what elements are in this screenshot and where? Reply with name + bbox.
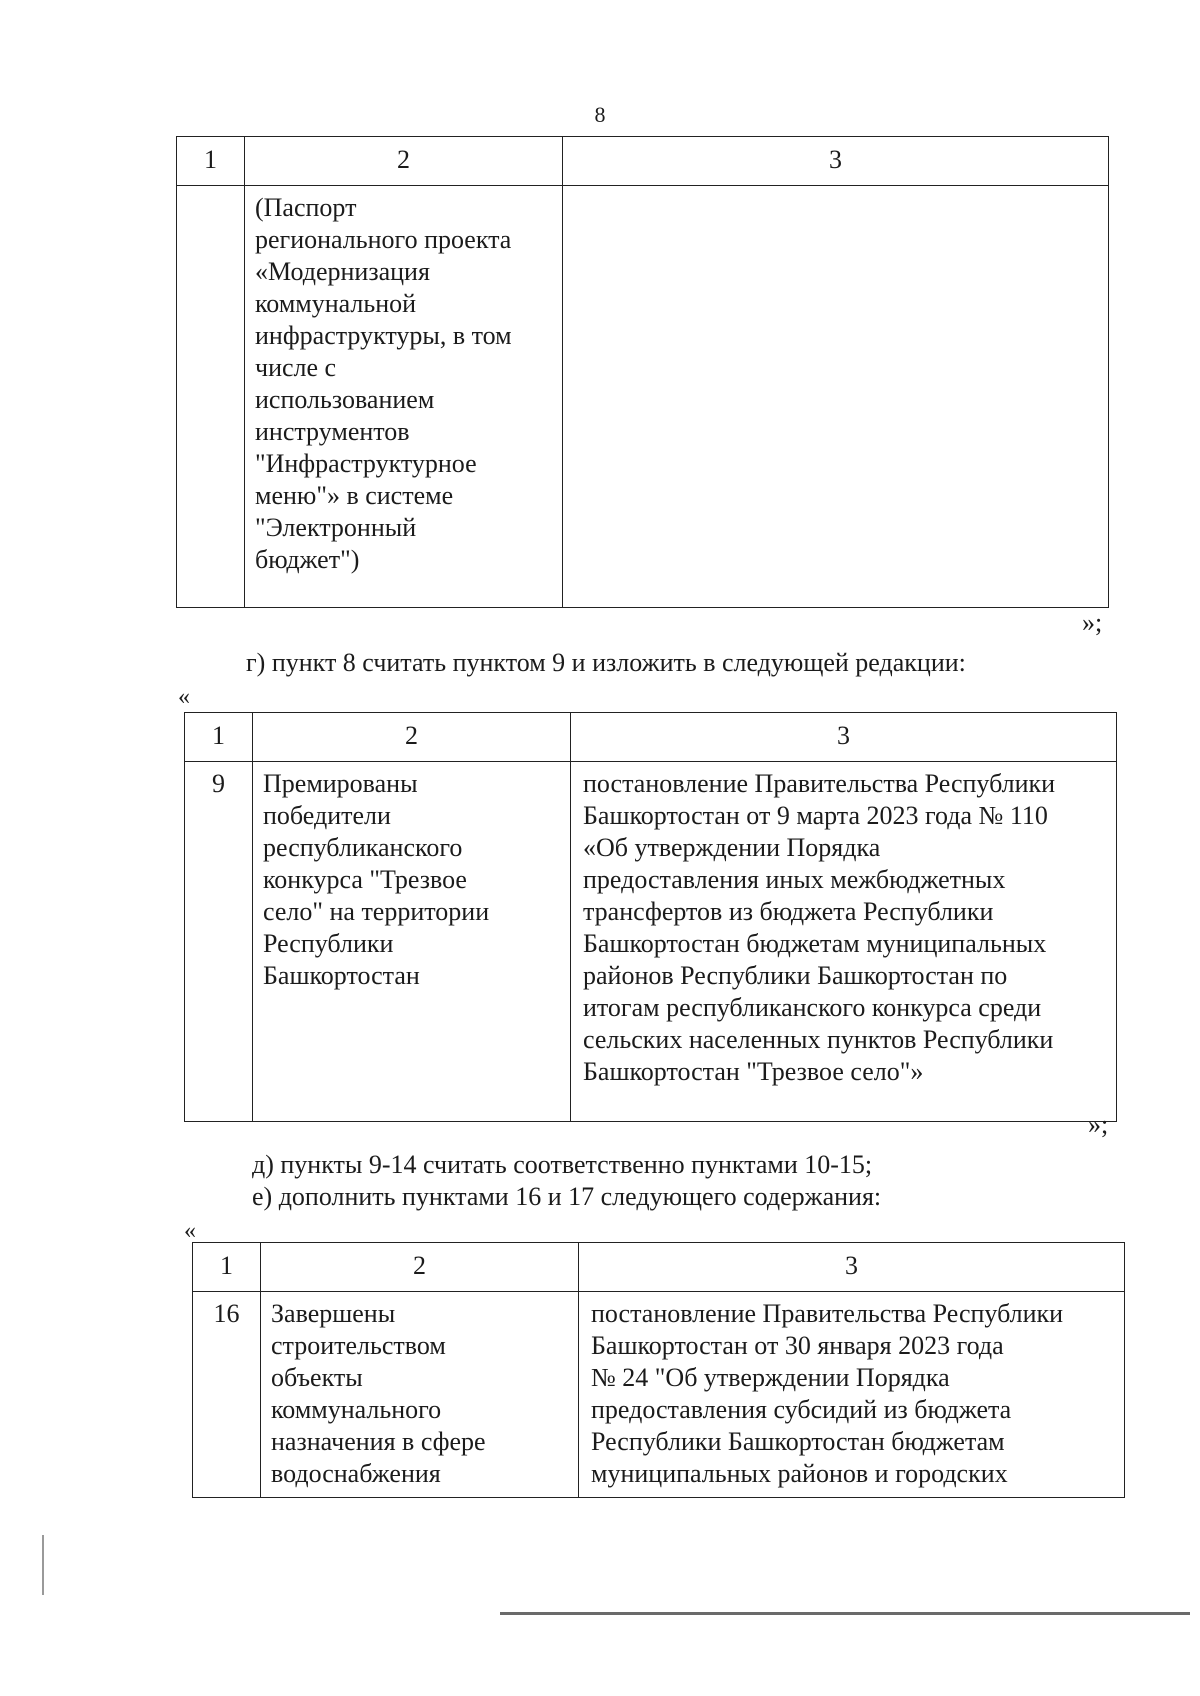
table-1-header-col1: 1 [177, 137, 245, 186]
table-row [177, 186, 1109, 608]
table-2 [184, 712, 1117, 1122]
table-3-row-document: постановление Правительства Республики Башкортостан от 30 января 2023 года № 24 "Об утверждении Порядка предоставления субсидий из бюджета Республики Башкортостан бюджетам муниципальных районов и городских [579, 1292, 1125, 1498]
table-1 [176, 136, 1109, 608]
paragraph-g: г) пункт 8 считать пунктом 9 и изложить в следующей редакции: [246, 648, 966, 677]
table-1-row-document [563, 186, 1109, 608]
table-2-header-row [185, 713, 1117, 762]
scan-artifact-line [500, 1612, 1190, 1615]
table-1-closing-quote: »; [1082, 608, 1103, 637]
table-3-header-row [193, 1243, 1125, 1292]
table-1-row-number [177, 186, 245, 608]
table-3-opening-quote: « [184, 1218, 196, 1244]
table-row [193, 1292, 1125, 1498]
table-2-opening-quote: « [178, 684, 190, 710]
table-1-header-col3: 3 [563, 137, 1109, 186]
table-3 [192, 1242, 1125, 1498]
table-2-header-col3: 3 [571, 713, 1117, 762]
table-2-header-col2: 2 [253, 713, 571, 762]
table-3-header-col2: 2 [261, 1243, 579, 1292]
scan-artifact-mark [42, 1535, 44, 1595]
table-2-header-col1: 1 [185, 713, 253, 762]
page-number: 8 [594, 102, 606, 127]
table-3-row-number: 16 [193, 1292, 261, 1498]
table-1-row-indicator: (Паспорт регионального проекта «Модернизация коммунальной инфраструктуры, в том числе с использованием инструментов "Инфраструктурное меню"» в системе "Электронный бюджет") [245, 186, 563, 608]
table-2-row-number: 9 [185, 762, 253, 1122]
table-2-row-document: постановление Правительства Республики Башкортостан от 9 марта 2023 года № 110 «Об утверждении Порядка предоставления иных межбюджетных трансфертов из бюджета Республики Башкортостан бюджетам муниципальных районов Республики Башкортостан по итогам республиканского конкурса среди сельских населенных пунктов Республики Башкортостан "Трезвое село"» [571, 762, 1117, 1122]
table-row [185, 762, 1117, 1122]
paragraph-e: е) дополнить пунктами 16 и 17 следующего содержания: [252, 1182, 882, 1211]
paragraph-d: д) пункты 9-14 считать соответственно пунктами 10-15; [252, 1150, 873, 1179]
table-3-header-col3: 3 [579, 1243, 1125, 1292]
table-3-row-indicator: Завершены строительством объекты коммунального назначения в сфере водоснабжения [261, 1292, 579, 1498]
table-2-row-indicator: Премированы победители республиканского конкурса "Трезвое село" на территории Республики Башкортостан [253, 762, 571, 1122]
table-2-closing-quote: »; [1088, 1110, 1109, 1139]
table-3-header-col1: 1 [193, 1243, 261, 1292]
table-1-header-row [177, 137, 1109, 186]
table-1-header-col2: 2 [245, 137, 563, 186]
